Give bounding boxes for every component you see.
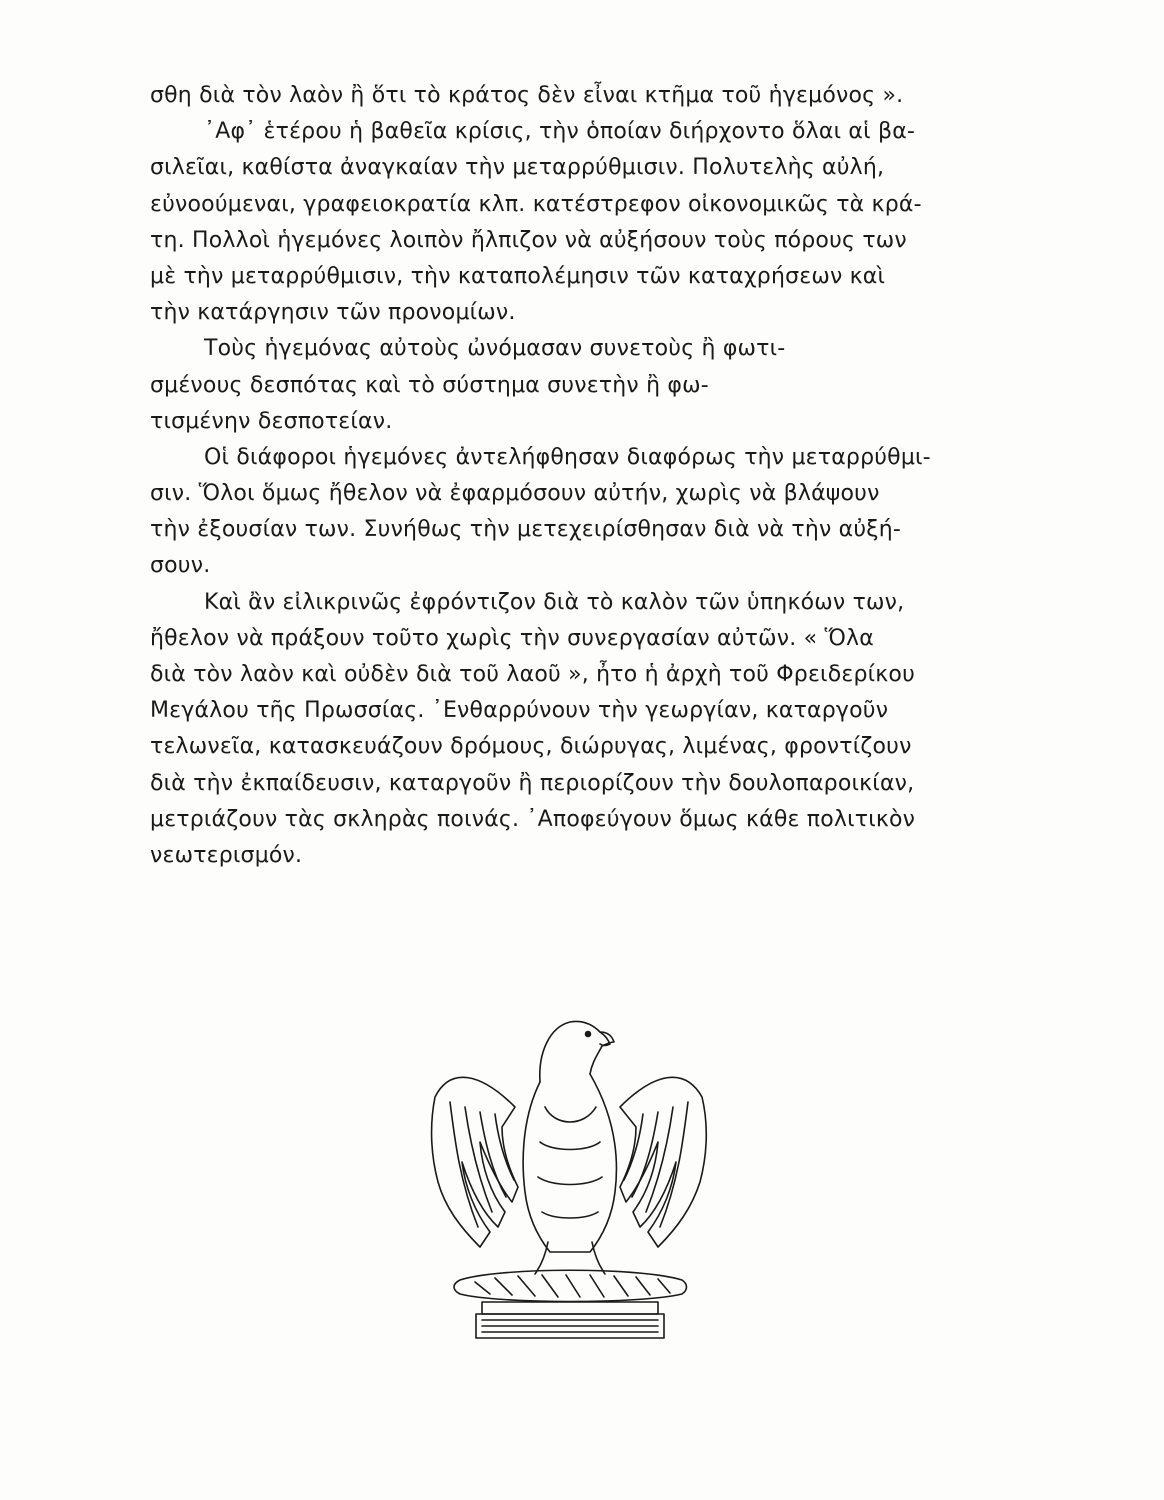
text-line-4: εὐνοούμεναι, γραφειοκρατία κλπ. κατέστρεφον οἰκονομικῶς τὰ κρά- (150, 191, 922, 217)
text-line-16: ἤθελον νὰ πράξουν τοῦτο χωρὶς τὴν συνεργασίαν αὐτῶν. « Ὅλα (150, 625, 874, 651)
text-line-5: τη. Πολλοὶ ἡγεμόνες λοιπὸν ἤλπιζον νὰ αὐξήσουν τοὺς πόρους των (150, 227, 907, 253)
text-line-13: τὴν ἐξουσίαν των. Συνήθως τὴν μετεχειρίσθησαν διὰ νὰ τὴν αὐξή- (150, 517, 902, 543)
text-line-18: Μεγάλου τῆς Πρωσσίας. ᾿Ενθαρρύνουν τὴν γεωργίαν, καταργοῦν (150, 698, 889, 724)
text-line-12: σιν. Ὅλοι ὅμως ἤθελον νὰ ἐφαρμόσουν αὐτήν, χωρὶς νὰ βλάψουν (150, 481, 880, 507)
text-line-14: σουν. (150, 553, 211, 579)
text-line-10: τισμένην δεσποτείαν. (150, 408, 393, 434)
text-line-11: Οἱ διάφοροι ἡγεμόνες ἀντελήφθησαν διαφόρως τὴν μεταρρύθμι- (204, 444, 931, 470)
text-line-9: σμένους δεσπότας καὶ τὸ σύστημα συνετὴν ἢ φω- (150, 372, 709, 398)
text-line-8: Τοὺς ἡγεμόνας αὐτοὺς ὠνόμασαν συνετοὺς ἢ φωτι- (204, 336, 786, 362)
eagle-emblem-icon (420, 1012, 720, 1342)
text-line-3: σιλεῖαι, καθίστα ἀναγκαίαν τὴν μεταρρύθμισιν. Πολυτελὴς αὐλή, (150, 155, 885, 181)
text-line-19: τελωνεῖα, κατασκευάζουν δρόμους, διώρυγας, λιμένας, φροντίζουν (150, 734, 912, 760)
text-line-7: τὴν κατάργησιν τῶν προνομίων. (150, 300, 516, 326)
body-text (150, 78, 990, 874)
text-line-2: ᾿Αφ᾿ ἑτέρου ἡ βαθεῖα κρίσις, τὴν ὁποίαν διήρχοντο ὅλαι αἱ βα- (204, 119, 916, 145)
text-line-15: Καὶ ἂν εἰλικρινῶς ἐφρόντιζον διὰ τὸ καλὸν τῶν ὑπηκόων των, (204, 589, 905, 615)
text-line-21: μετριάζουν τὰς σκληρὰς ποινάς. ᾿Αποφεύγουν ὅμως κάθε πολιτικὸν (150, 806, 916, 832)
text-line-17: διὰ τὸν λαὸν καὶ οὐδὲν διὰ τοῦ λαοῦ », ἦτο ἡ ἀρχὴ τοῦ Φρειδερίκου (150, 662, 916, 687)
text-line-1: σθη διὰ τὸν λαὸν ἢ ὅτι τὸ κράτος δὲν εἶναι κτῆμα τοῦ ἡγεμόνος ». (150, 83, 904, 108)
text-line-20: διὰ τὴν ἐκπαίδευσιν, καταργοῦν ἢ περιορίζουν τὴν δουλοπαροικίαν, (150, 770, 915, 796)
text-line-22: νεωτερισμόν. (150, 842, 303, 868)
text-line-6: μὲ τὴν μεταρρύθμισιν, τὴν καταπολέμησιν τῶν καταχρήσεων καὶ (150, 263, 886, 289)
